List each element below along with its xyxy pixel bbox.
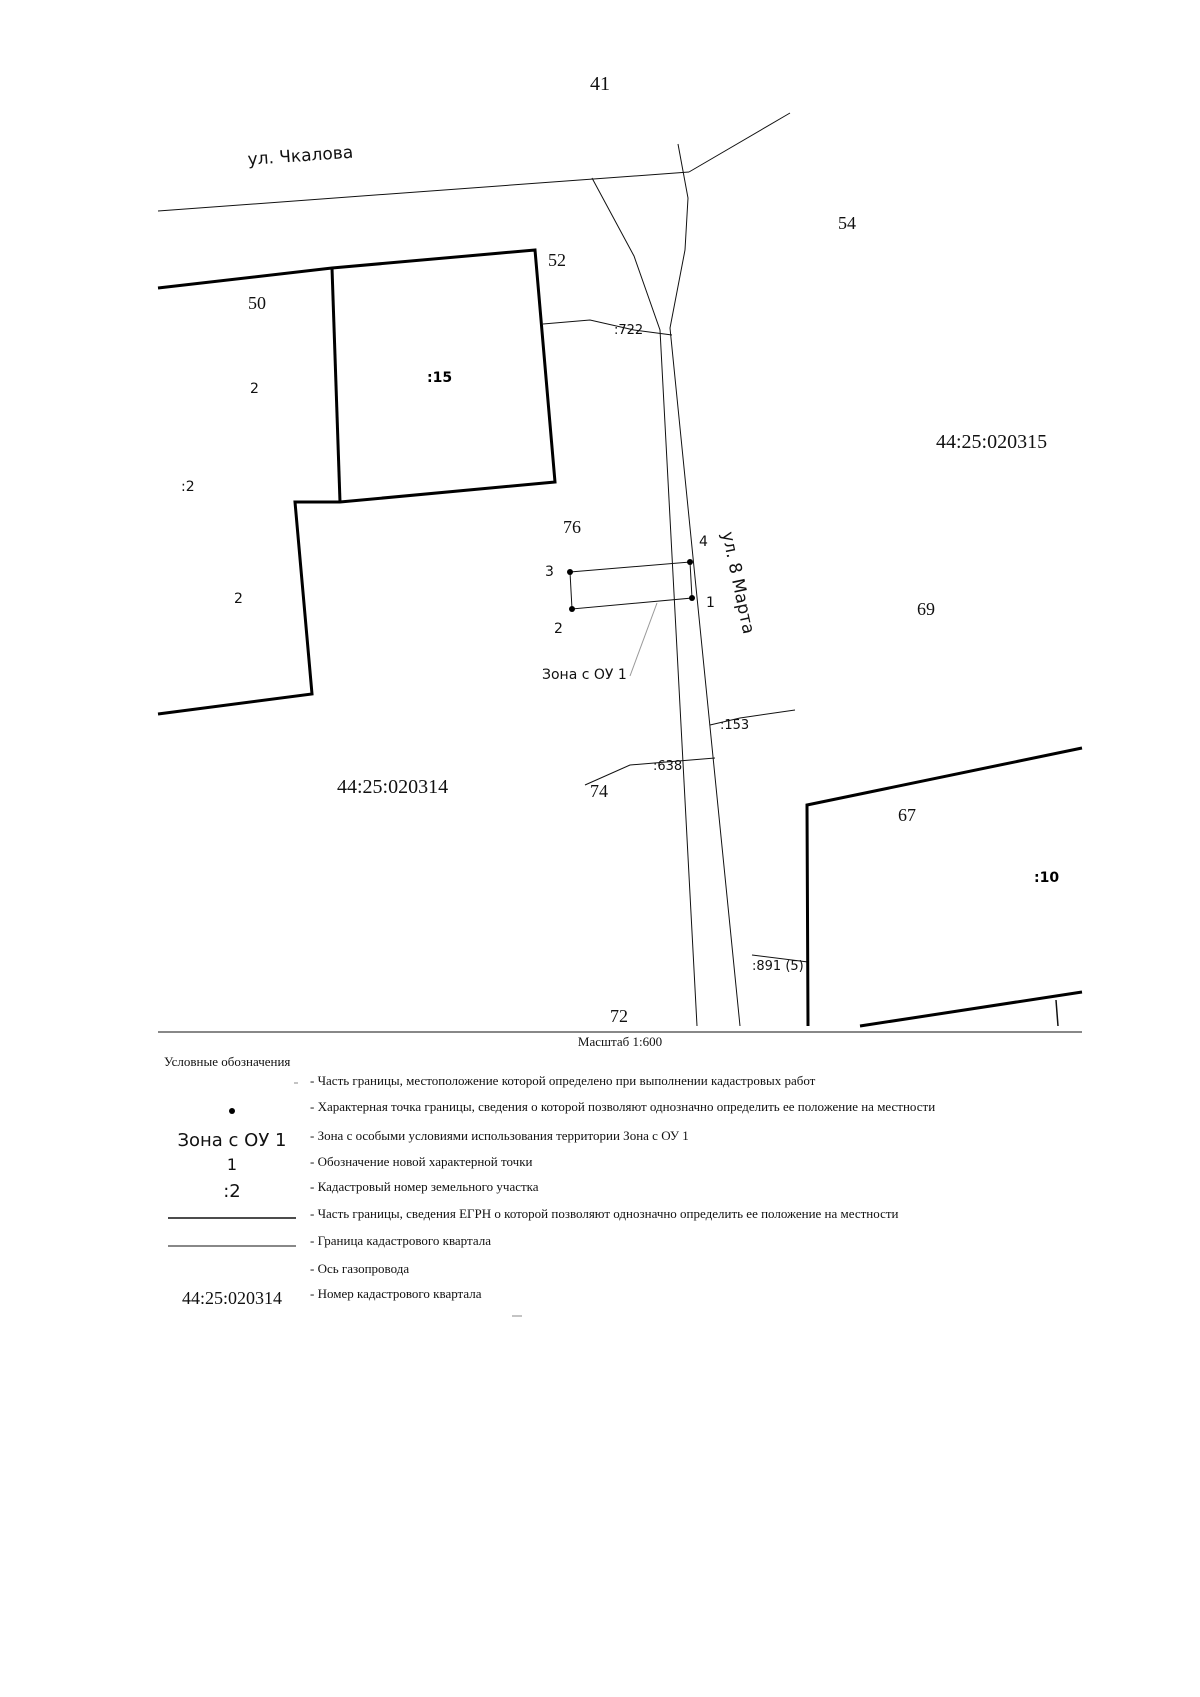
legend-text-egrn-boundary: - Часть границы, сведения ЕГРН о которой позволяют однозначно определить ее положение на местности (310, 1206, 899, 1221)
legend-text-gas-pipeline: - Ось газопровода (310, 1261, 410, 1276)
boundary-point-3 (567, 569, 573, 575)
parcel-label-891: :891 (5) (752, 959, 804, 974)
parcel-lower-corner (1056, 1000, 1058, 1026)
legend-symbol-parcel-number: :2 (223, 1181, 241, 1202)
legend-text-surveyed-boundary: - Часть границы, местоположение которой определено при выполнении кадастровых работ (310, 1073, 816, 1088)
parcel-lower-boundary (860, 992, 1082, 1026)
parcel-label-15: :15 (427, 370, 453, 386)
address-number-72: 72 (610, 1006, 628, 1026)
point-label-4: 4 (699, 534, 708, 550)
address-number-52: 52 (548, 250, 566, 270)
legend-title: Условные обозначения (164, 1054, 291, 1069)
contour-label-2-upper: 2 (250, 381, 259, 397)
quarter-number-east: 44:25:020315 (936, 431, 1048, 453)
page-number: 41 (590, 73, 610, 95)
parcel-label-2: :2 (181, 479, 195, 495)
legend-symbol-quarter-number: 44:25:020314 (181, 1288, 283, 1308)
parcel-label-153: :153 (720, 718, 750, 733)
street-label-marta: ул. 8 Марта (717, 529, 759, 636)
quarter-number-west: 44:25:020314 (337, 776, 449, 798)
quarter-boundary-ne (689, 113, 790, 172)
parcel-label-638: :638 (653, 759, 683, 774)
egrn-parcel-boundaries (158, 250, 1082, 1026)
contour-label-2-lower: 2 (234, 591, 243, 607)
zone-label: Зона с ОУ 1 (542, 667, 627, 683)
address-number-54: 54 (838, 213, 856, 233)
address-number-50: 50 (248, 293, 266, 313)
quarter-boundaries (158, 113, 808, 1026)
legend-text-quarter-number: - Номер кадастрового квартала (310, 1286, 482, 1301)
point-label-2: 2 (554, 621, 563, 637)
legend-text-quarter-boundary: - Граница кадастрового квартала (310, 1233, 491, 1248)
boundary-point-2 (569, 606, 575, 612)
legend-text-boundary-point: - Характерная точка границы, сведения о которой позволяют однозначно определить ее положение на местности (310, 1099, 936, 1114)
address-number-67: 67 (898, 805, 916, 825)
legend-symbol-zone: Зона с ОУ 1 (177, 1130, 287, 1151)
point-label-1: 1 (706, 595, 715, 611)
parcel-722-boundary (543, 320, 672, 335)
parcel-label-10: :10 (1034, 870, 1060, 886)
scale-label: Масштаб 1:600 (577, 1034, 663, 1049)
legend-text-parcel-number: - Кадастровый номер земельного участка (310, 1179, 539, 1194)
parcel-15-west-boundary (332, 268, 340, 502)
address-number-69: 69 (917, 599, 935, 619)
legend (164, 1054, 935, 1316)
legend-text-zone: - Зона с особыми условиями использования территории Зона с ОУ 1 (310, 1128, 689, 1143)
parcel-2-boundary (158, 250, 555, 714)
address-number-74: 74 (590, 781, 608, 801)
legend-symbol-new-point: 1 (226, 1155, 238, 1174)
legend-text-new-point: - Обозначение новой характерной точки (310, 1154, 533, 1169)
zone-leader-line (630, 603, 657, 676)
point-label-3: 3 (545, 564, 554, 580)
chkalova-street-edge (158, 172, 689, 211)
legend-symbol-boundary-point (229, 1108, 235, 1114)
parcel-10-boundary (807, 748, 1082, 1026)
boundary-point-4 (687, 559, 693, 565)
parcel-label-722: :722 (614, 323, 644, 338)
boundary-point-1 (689, 595, 695, 601)
zone-ou-1 (567, 559, 695, 676)
street-label-chkalova: ул. Чкалова (246, 142, 354, 170)
address-number-76: 76 (563, 517, 581, 537)
